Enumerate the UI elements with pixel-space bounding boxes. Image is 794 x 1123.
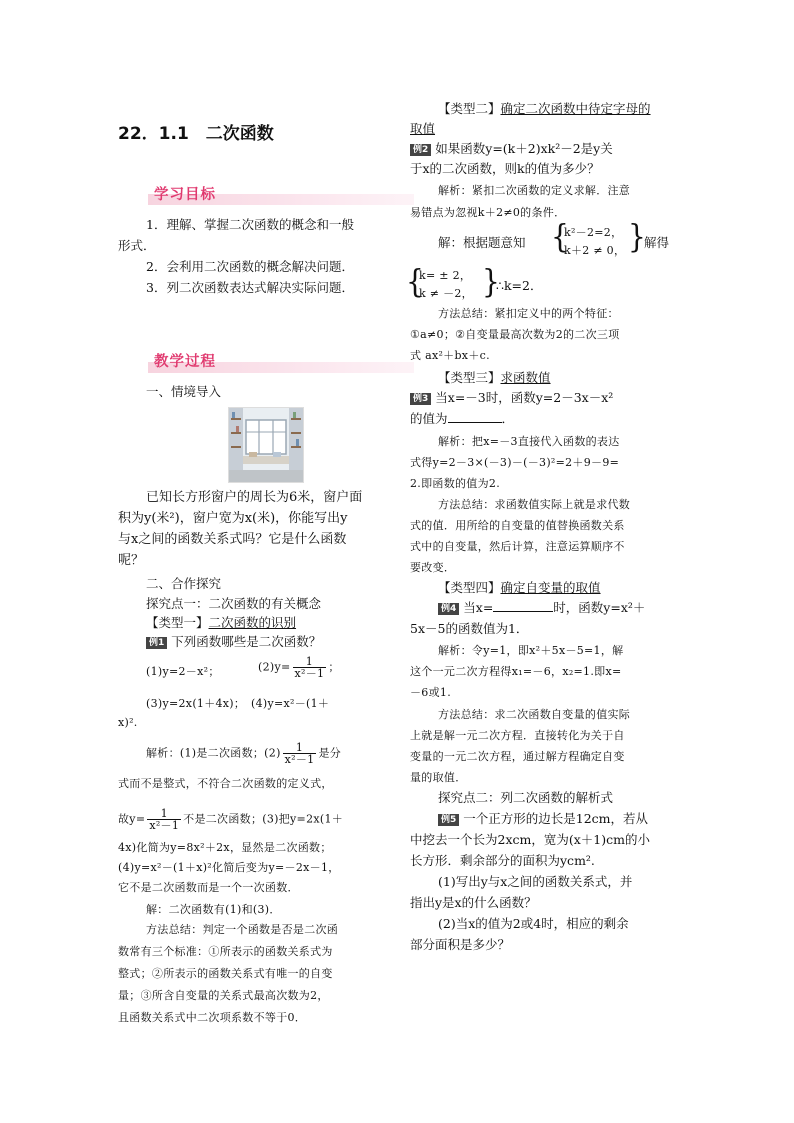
analysis-text: 解析：令y=1，即x²＋5x－5=1，解 bbox=[438, 644, 624, 657]
goal-line: 3．列二次函数表达式解决实际问题． bbox=[146, 280, 354, 295]
scenario-text: 与x之间的函数关系式吗？它是什么函数 bbox=[118, 532, 347, 547]
question-text: 一个正方形的边长是12cm，若从 bbox=[463, 811, 649, 826]
summary-text: 量的取值． bbox=[410, 771, 467, 784]
example-tag: 例3 bbox=[410, 393, 431, 405]
fraction bbox=[293, 656, 327, 679]
option-text: (2)y= bbox=[258, 660, 291, 674]
example-question bbox=[438, 811, 648, 827]
window-room-image bbox=[229, 408, 303, 482]
denominator: x²－1 bbox=[294, 667, 325, 680]
summary-text: 式 ax²＋bx＋c. bbox=[410, 349, 490, 362]
scenario-text: 积为y(米²)，窗户宽为x(米)，你能写出y bbox=[118, 511, 348, 526]
denominator: x²－1 bbox=[149, 819, 180, 832]
type-title: 确定二次函数中待定字母的 bbox=[500, 101, 651, 116]
example-tag: 例2 bbox=[410, 144, 431, 156]
summary-text: 式中的自变量，然后计算，注意运算顺序不 bbox=[410, 540, 625, 553]
summary-text: 方法总结：紧扣定义中的两个特征： bbox=[438, 307, 619, 320]
example-question bbox=[410, 390, 613, 406]
fraction bbox=[147, 808, 181, 831]
type-heading bbox=[438, 580, 601, 596]
right-brace: } bbox=[628, 217, 646, 256]
type-title: 取值 bbox=[410, 121, 436, 136]
denominator: x²－1 bbox=[284, 753, 315, 766]
question-text: 中挖去一个长为2xcm，宽为(x＋1)cm的小 bbox=[410, 832, 650, 847]
summary-text: 上就是解一元二次方程．直接转化为关于自 bbox=[410, 729, 625, 742]
question-text: 5x－5的函数值为1． bbox=[410, 621, 529, 636]
analysis-text: 式而不是整式，不符合二次函数的定义式， bbox=[118, 777, 333, 790]
question-text: 如果函数y=(k＋2)xk²－2是y关 bbox=[435, 141, 613, 156]
page-title: 22．1.1 二次函数 bbox=[118, 124, 274, 144]
analysis-text: 易错点为忽视k＋2≠0的条件． bbox=[410, 206, 566, 219]
example-tag: 例1 bbox=[146, 637, 167, 649]
left-brace: { bbox=[551, 217, 569, 256]
analysis-text: 解析：紧扣二次函数的定义求解．注意 bbox=[438, 184, 631, 197]
type-label: 【类型一】 bbox=[146, 615, 209, 630]
goal-line: 2．会利用二次函数的概念解决问题． bbox=[146, 259, 354, 274]
analysis-text: 这个一元二次方程得x₁=－6，x₂=1.即x= bbox=[410, 665, 622, 678]
question-text: 下列函数哪些是二次函数？ bbox=[171, 634, 322, 649]
numerator: 1 bbox=[305, 655, 314, 668]
analysis-text: (4)y=x²－(1＋x)²化简后变为y=－2x－1， bbox=[118, 861, 340, 874]
question-text: 当x=－3时，函数y=2－3x－x² bbox=[435, 390, 614, 405]
goal-line: 形式． bbox=[118, 238, 156, 253]
analysis-text: 解析：(1)是二次函数；(2) bbox=[146, 746, 281, 760]
analysis-text: 它不是二次函数而是一个一次函数． bbox=[118, 881, 299, 894]
type-title: 求函数值 bbox=[500, 370, 551, 385]
right-brace: } bbox=[482, 262, 500, 301]
type-label: 【类型四】 bbox=[438, 580, 501, 595]
example-question bbox=[438, 600, 645, 616]
answer-blank[interactable] bbox=[448, 411, 502, 423]
analysis-text: 解析：把x=－3直接代入函数的表达 bbox=[438, 435, 620, 448]
analysis-text bbox=[118, 808, 343, 831]
example-tag: 例5 bbox=[438, 814, 459, 826]
solution-text: 解：根据题意知 bbox=[438, 235, 526, 250]
type-heading bbox=[146, 615, 296, 631]
analysis-text bbox=[146, 742, 341, 765]
numerator: 1 bbox=[295, 741, 304, 754]
solution-text: ∴k=2． bbox=[496, 278, 543, 293]
question-text: (1)写出y与x之间的函数关系式，并 bbox=[438, 874, 633, 889]
summary-text: 数常有三个标准：①所表示的函数关系式为 bbox=[118, 945, 333, 958]
summary-text: ①a≠0；②自变量最高次数为2的二次三项 bbox=[410, 328, 620, 341]
summary-text: 变量的一元二次方程，通过解方程确定自变 bbox=[410, 750, 625, 763]
fraction bbox=[283, 742, 317, 765]
question-text: 长方形．剩余部分的面积为ycm². bbox=[410, 853, 595, 868]
question-text: 时，函数y=x²＋ bbox=[553, 600, 646, 615]
option-text: x)². bbox=[118, 716, 138, 729]
goal-line: 1．理解、掌握二次函数的概念和一般 bbox=[146, 217, 354, 232]
summary-text: 方法总结：求函数值实际上就是求代数 bbox=[438, 498, 631, 511]
summary-text: 要改变． bbox=[410, 561, 456, 574]
analysis-text: －6或1. bbox=[410, 686, 451, 699]
numerator: 1 bbox=[160, 807, 168, 820]
analysis-text: 故y= bbox=[118, 812, 146, 826]
option-text: (1)y=2－x²； bbox=[146, 665, 220, 678]
equation-system: k= ± 2， bbox=[419, 269, 472, 282]
explore-point-title: 探究点一：二次函数的有关概念 bbox=[146, 596, 322, 611]
summary-text: 式的值．用所给的自变量的值替换函数关系 bbox=[410, 519, 625, 532]
equation-system: k²－2=2， bbox=[564, 226, 623, 239]
example-question bbox=[410, 141, 613, 157]
type-heading bbox=[438, 101, 651, 117]
analysis-text: 不是二次函数；(3)把y=2x(1＋ bbox=[183, 812, 344, 826]
question-text: 指出y是x的什么函数？ bbox=[410, 895, 537, 910]
type-title: 确定自变量的取值 bbox=[500, 580, 601, 595]
question-text: (2)当x的值为2或4时，相应的剩余 bbox=[438, 916, 629, 931]
question-text: 于x的二次函数，则k的值为多少？ bbox=[410, 161, 600, 176]
analysis-text: 式得y=2－3×(－3)－(－3)²=2＋9－9= bbox=[410, 456, 620, 469]
question-text bbox=[410, 411, 514, 427]
analysis-text: 是分 bbox=[318, 746, 342, 760]
window-room-photo bbox=[228, 407, 304, 483]
answer-blank[interactable] bbox=[493, 600, 553, 612]
option-text: (3)y=2x(1＋4x)； (4)y=x²－(1＋ bbox=[146, 697, 330, 710]
summary-text: 量；③所含自变量的关系式最高次数为2， bbox=[118, 989, 329, 1002]
summary-text: 整式；②所表示的函数关系式有唯一的自变 bbox=[118, 967, 333, 980]
section-header-goals: 学习目标 bbox=[154, 187, 216, 203]
summary-text: 方法总结：求二次函数自变量的值实际 bbox=[438, 708, 631, 721]
summary-text: 且函数关系式中二次项系数不等于0． bbox=[118, 1011, 307, 1024]
question-text: 的值为 bbox=[410, 411, 448, 426]
solution-text: 解得 bbox=[644, 235, 670, 250]
analysis-text: 4x)化简为y=8x²＋2x，显然是二次函数； bbox=[118, 841, 332, 854]
scenario-text: 已知长方形窗户的周长为6米，窗户面 bbox=[146, 490, 363, 505]
option-text: ； bbox=[328, 660, 340, 674]
example-tag: 例4 bbox=[438, 603, 459, 615]
question-text: ． bbox=[501, 411, 515, 426]
option-text bbox=[258, 656, 340, 679]
type-title: 二次函数的识别 bbox=[208, 615, 297, 630]
summary-text: 方法总结：判定一个函数是否是二次函 bbox=[146, 923, 339, 936]
scenario-text: 呢？ bbox=[118, 553, 145, 568]
type-heading bbox=[438, 370, 551, 386]
type-label: 【类型二】 bbox=[438, 101, 501, 116]
subsection-title: 一、情境导入 bbox=[146, 384, 222, 399]
question-text: 部分面积是多少？ bbox=[410, 937, 511, 952]
question-text: 当x= bbox=[463, 600, 494, 615]
left-brace: { bbox=[406, 262, 424, 301]
explore-point-title: 探究点二：列二次函数的解析式 bbox=[438, 790, 614, 805]
subsection-title: 二、合作探究 bbox=[146, 576, 222, 591]
equation-system: k＋2 ≠ 0， bbox=[564, 244, 626, 257]
section-header-process: 教学过程 bbox=[154, 354, 216, 370]
example-question bbox=[146, 634, 321, 650]
equation-system: k ≠ －2， bbox=[419, 287, 473, 300]
analysis-text: 2.即函数的值为2. bbox=[410, 477, 500, 490]
type-label: 【类型三】 bbox=[438, 370, 501, 385]
solution-text: 解：二次函数有(1)和(3)． bbox=[146, 903, 281, 916]
